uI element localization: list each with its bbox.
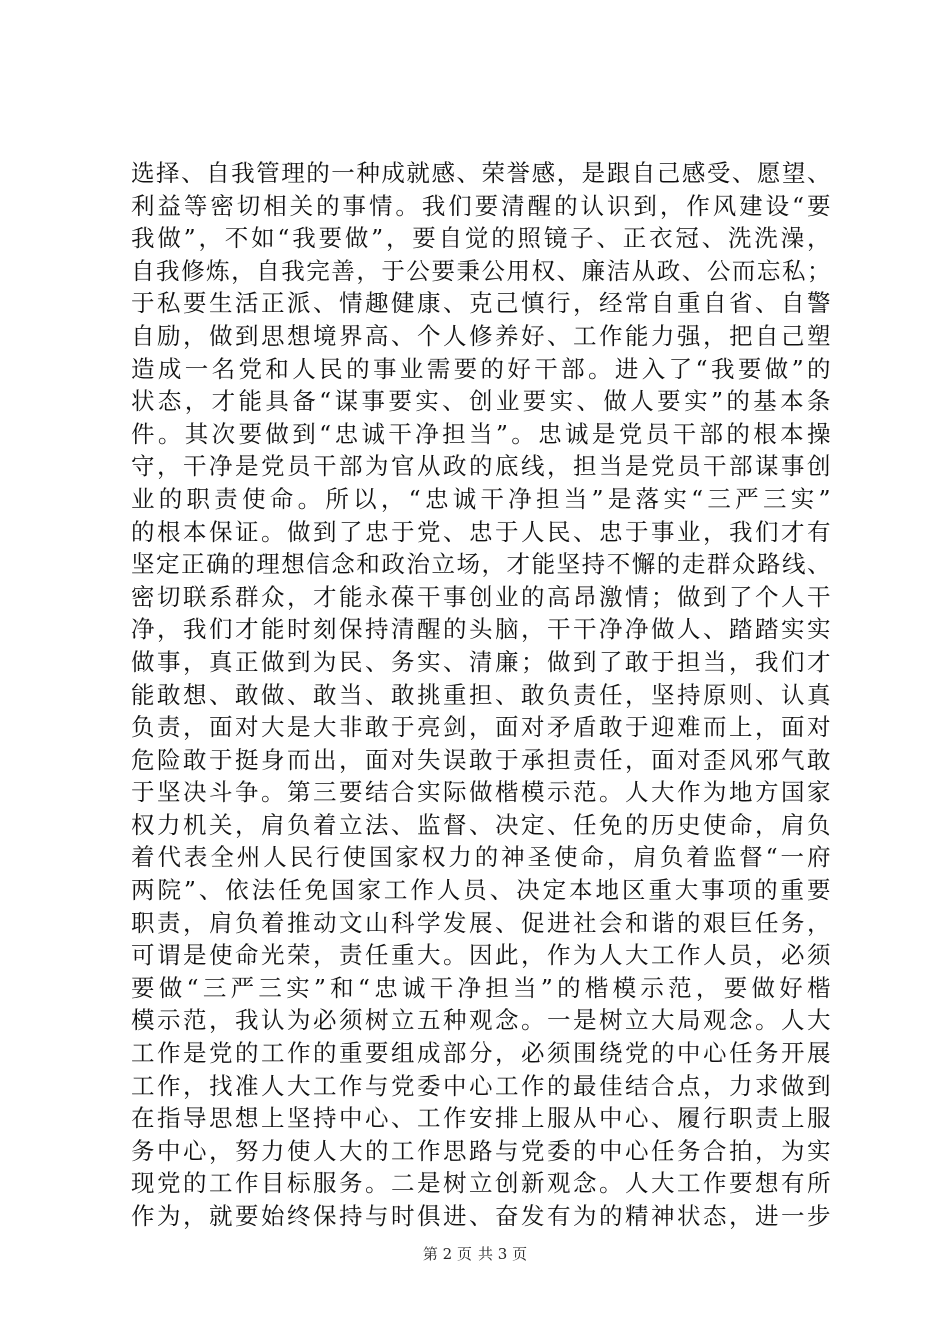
text-line: 务中心，努力使人大的工作思路与党委的中心任务合拍，为实 [131,1136,831,1165]
text-line: 件。其次要做到“忠诚干净担当”。忠诚是党员干部的根本操 [131,419,831,448]
text-line: 自励，做到思想境界高、个人修养好、工作能力强，把自己塑 [131,321,831,350]
text-line: 守，干净是党员干部为官从政的底线，担当是党员干部谋事创 [131,452,831,481]
text-line: 着代表全州人民行使国家权力的神圣使命，肩负着监督“一府 [131,843,831,872]
text-line: 我做”，不如“我要做”，要自觉的照镜子、正衣冠、洗洗澡， [131,224,831,253]
text-line: 于坚决斗争。第三要结合实际做楷模示范。人大作为地方国家 [131,778,831,807]
page-total: 共 3 页 [478,1245,528,1263]
text-line: 于私要生活正派、情趣健康、克己慎行，经常自重自省、自警 [131,289,831,318]
text-line: 业的职责使命。所以，“忠诚干净担当”是落实“三严三实” [131,484,831,513]
text-line: 职责，肩负着推动文山科学发展、促进社会和谐的艰巨任务， [131,908,831,937]
text-line: 可谓是使命光荣，责任重大。因此，作为人大工作人员，必须 [131,941,831,970]
text-line: 的根本保证。做到了忠于党、忠于人民、忠于事业，我们才有 [131,517,831,546]
text-line: 作为，就要始终保持与时俱进、奋发有为的精神状态，进一步 [131,1202,831,1230]
text-line: 工作是党的工作的重要组成部分，必须围绕党的中心任务开展 [131,1039,831,1068]
text-line: 选择、自我管理的一种成就感、荣誉感，是跟自己感受、愿望、 [131,159,831,187]
text-line: 权力机关，肩负着立法、监督、决定、任免的历史使命，肩负 [131,810,831,839]
text-line: 能敢想、敢做、敢当、敢挑重担、敢负责任，坚持原则、认真 [131,680,831,709]
text-line: 现党的工作目标服务。二是树立创新观念。人大工作要想有所 [131,1169,831,1198]
text-line: 在指导思想上坚持中心、工作安排上服从中心、履行职责上服 [131,1104,831,1133]
text-line: 负责，面对大是大非敢于亮剑，面对矛盾敢于迎难而上，面对 [131,713,831,742]
text-line: 工作，找准人大工作与党委中心工作的最佳结合点，力求做到 [131,1071,831,1100]
text-line: 密切联系群众，才能永葆干事创业的高昂激情；做到了个人干 [131,582,831,611]
text-line: 要做“三严三实”和“忠诚干净担当”的楷模示范，要做好楷 [131,973,831,1002]
page-number: 第 2 页 [422,1245,472,1263]
text-line: 状态，才能具备“谋事要实、创业要实、做人要实”的基本条 [131,387,831,416]
text-line: 净，我们才能时刻保持清醒的头脑，干干净净做人、踏踏实实 [131,615,831,644]
text-line: 坚定正确的理想信念和政治立场，才能坚持不懈的走群众路线、 [131,550,831,579]
text-line: 模示范，我认为必须树立五种观念。一是树立大局观念。人大 [131,1006,831,1035]
page-footer [0,1244,950,1264]
text-line: 利益等密切相关的事情。我们要清醒的认识到，作风建设“要 [131,191,831,220]
text-line: 自我修炼，自我完善，于公要秉公用权、廉洁从政、公而忘私； [131,256,831,285]
text-line: 危险敢于挺身而出，面对失误敢于承担责任，面对歪风邪气敢 [131,745,831,774]
text-line: 两院”、依法任免国家工作人员、决定本地区重大事项的重要 [131,876,831,905]
text-line: 造成一名党和人民的事业需要的好干部。进入了“我要做”的 [131,354,831,383]
text-line: 做事，真正做到为民、务实、清廉；做到了敢于担当，我们才 [131,647,831,676]
body-text [131,157,831,1233]
